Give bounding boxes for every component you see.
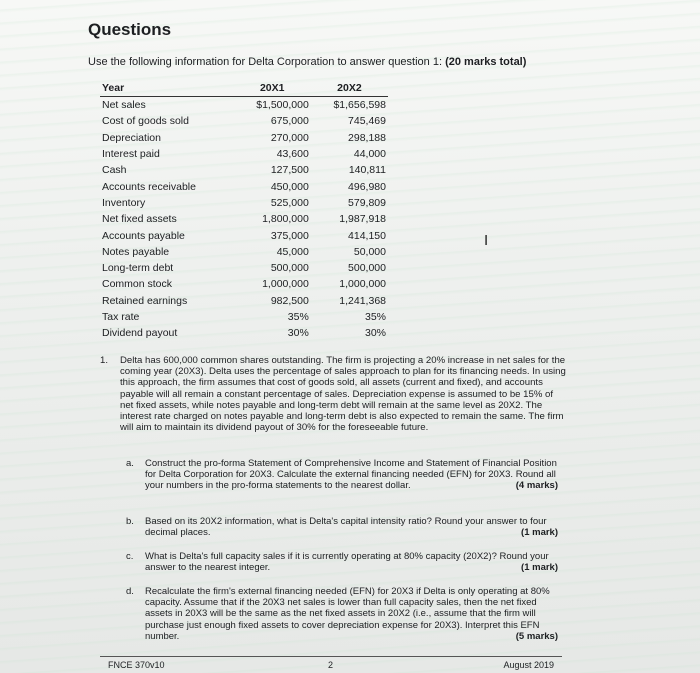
row-label: Inventory (102, 196, 146, 209)
value-20x2: 140,811 (348, 164, 386, 177)
subquestion-label: b. (126, 516, 134, 527)
row-label: Net fixed assets (102, 213, 177, 226)
value-20x1: 675,000 (270, 115, 309, 128)
intro-sentence: Use the following information for Delta Corporation to answer question 1: (88, 56, 443, 68)
table-header-row (100, 80, 388, 97)
question-number: 1. (100, 355, 109, 366)
table-row (100, 130, 388, 146)
row-label: Interest paid (102, 148, 160, 161)
table-row (100, 97, 388, 114)
subquestion-text: What is Delta's full capacity sales if it is currently operating at 80% capacity (20X2)? Round your answer to the nearest integer. (145, 551, 549, 574)
value-20x2: 35% (364, 311, 386, 323)
value-20x2: 745,469 (348, 115, 386, 128)
question-1-text: Delta has 600,000 common shares outstanding. The firm is projecting a 20% increase in net sales for the coming year (20X3). Delta uses the percentage of sales approach to plan for its financing needs. In using this approach, the firm assumes that cost of goods sold, all assets (current and fixed), and accounts payable will all remain a constant percentage of sales. Depreciation expense is assumed to be 15% of net fixed assets, while notes payable and long-term debt will remain at the same level as 20X2. The interest rate charged on notes payable and long-term debt is also expected to remain the same. The firm will aim to maintain its dividend payout of 30% for the foreseeable future. (120, 355, 566, 434)
intro-text (88, 56, 526, 68)
subquestion-label: a. (126, 458, 134, 469)
subquestion-d (126, 586, 558, 642)
intro-marks: (20 marks total) (445, 56, 527, 68)
value-20x2: 414,150 (348, 229, 386, 242)
financial-table (100, 80, 388, 341)
value-20x1: 375,000 (270, 229, 309, 242)
subquestion-marks: (1 mark) (521, 562, 558, 574)
page-footer (100, 656, 562, 673)
row-label: Notes payable (102, 245, 170, 258)
row-label: Common stock (102, 278, 173, 291)
subquestion-text: Based on its 20X2 information, what is Delta's capital intensity ratio? Round your answer to four decimal places. (145, 516, 547, 539)
page-title: Questions (88, 20, 172, 39)
row-label: Cost of goods sold (102, 115, 189, 128)
row-label: Retained earnings (102, 294, 188, 307)
row-label: Depreciation (102, 131, 161, 144)
value-20x1: 1,000,000 (262, 278, 309, 291)
subquestion-marks: (1 mark) (521, 527, 558, 539)
table-row (100, 195, 388, 211)
table-row (100, 162, 388, 178)
footer-date: August 2019 (503, 660, 554, 670)
table-row (100, 211, 388, 227)
value-20x1: 43,600 (276, 148, 309, 161)
value-20x1: 270,000 (270, 131, 309, 144)
header-year: Year (100, 80, 234, 97)
value-20x1: 450,000 (270, 180, 309, 193)
value-20x2: 500,000 (348, 262, 386, 275)
row-label: Dividend payout (102, 327, 178, 340)
text-cursor-icon: I (484, 232, 489, 249)
subquestion-label: d. (126, 586, 134, 597)
subquestion-text: Construct the pro-forma Statement of Comprehensive Income and Statement of Financial Position for Delta Corporation for 20X3. Calculate the external financing needed (EFN) for 20X3. Round all your numbers in the pro-forma statements to the nearest dollar. (145, 458, 557, 492)
subquestion-text: Recalculate the firm's external financing needed (EFN) for 20X3 if Delta is only operating at 80% capacity. Assume that if the 20X3 net sales is lower than full capacity sales, then the net fixed assets in 20X3 will be the same as the net fixed assets in 20X2 (i.e., assume that the firm will purchase just enough fixed assets to cover depreciation expense for 20X3). Interpret this EFN number. (145, 586, 550, 642)
value-20x1: 1,800,000 (262, 213, 309, 226)
subquestion-label: c. (126, 551, 134, 562)
table-row (100, 293, 388, 309)
value-20x2: 50,000 (353, 245, 386, 258)
value-20x1: $1,500,000 (256, 99, 309, 112)
footer-page-number: 2 (328, 660, 334, 670)
subquestion-marks: (5 marks) (515, 630, 558, 642)
table-row (100, 309, 388, 325)
value-20x2: $1,656,598 (333, 99, 386, 112)
value-20x1: 127,500 (270, 164, 309, 177)
value-20x1: 45,000 (276, 245, 309, 258)
footer-course: FNCE 370v10 (108, 660, 165, 670)
table-row (100, 146, 388, 162)
value-20x2: 1,987,918 (339, 213, 386, 226)
value-20x2: 1,000,000 (339, 278, 386, 291)
row-label: Net sales (102, 99, 146, 112)
table-row (100, 244, 388, 260)
subquestion-c (126, 551, 558, 573)
value-20x2: 1,241,368 (339, 294, 386, 307)
value-20x2: 44,000 (353, 148, 386, 161)
header-20x1: 20X1 (234, 80, 311, 97)
table-row (100, 113, 388, 129)
table-row (100, 178, 388, 194)
subquestion-marks: (4 marks) (515, 480, 558, 492)
table-row (100, 260, 388, 276)
value-20x1: 30% (287, 327, 309, 340)
value-20x2: 30% (364, 327, 386, 340)
table-row (100, 325, 388, 341)
table-row (100, 227, 388, 243)
value-20x1: 35% (287, 311, 309, 323)
question-1 (100, 355, 568, 433)
table-row (100, 276, 388, 292)
value-20x1: 525,000 (270, 196, 309, 209)
row-label: Long-term debt (102, 262, 174, 275)
value-20x1: 982,500 (270, 294, 309, 307)
value-20x2: 579,809 (348, 196, 386, 209)
row-label: Cash (102, 164, 127, 177)
value-20x2: 496,980 (348, 180, 386, 193)
subquestion-b (126, 516, 558, 538)
header-20x2: 20X2 (311, 80, 388, 97)
value-20x2: 298,188 (348, 131, 386, 144)
value-20x1: 500,000 (270, 262, 309, 275)
row-label: Tax rate (102, 311, 140, 323)
row-label: Accounts payable (102, 229, 185, 242)
row-label: Accounts receivable (102, 180, 196, 193)
subquestion-a (126, 458, 558, 492)
